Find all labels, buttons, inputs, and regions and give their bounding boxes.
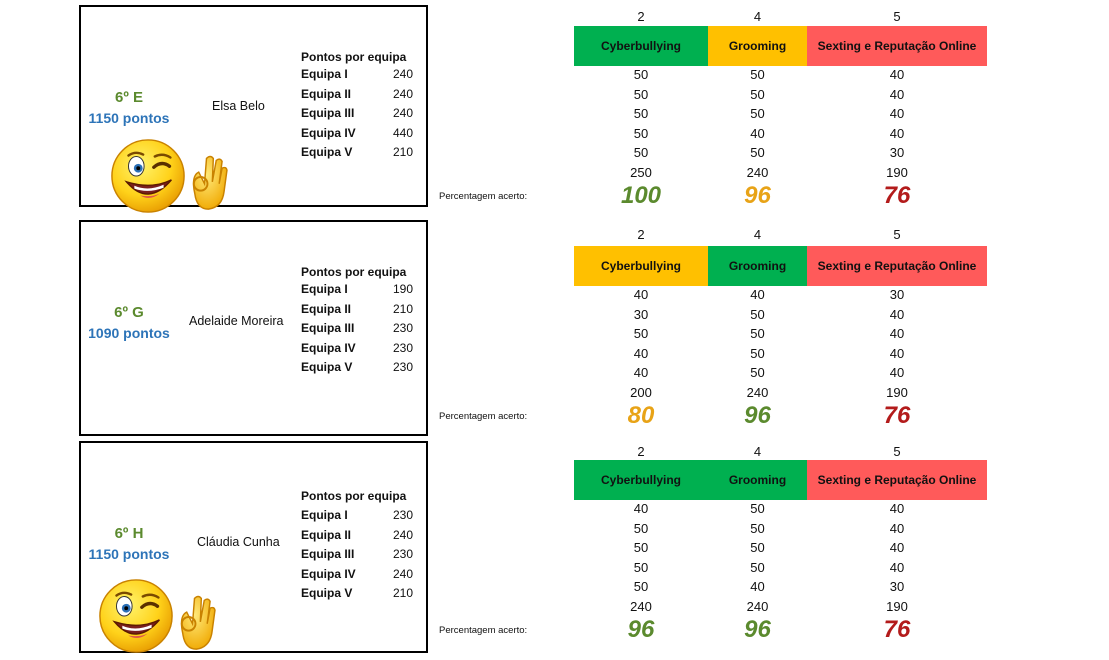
team-row bbox=[301, 567, 421, 585]
team-name: Equipa III bbox=[301, 321, 355, 335]
winking-ok-emoji-icon bbox=[97, 577, 218, 660]
column-number: 4 bbox=[753, 9, 762, 24]
score-cell: 30 bbox=[889, 579, 905, 594]
team-points: 240 bbox=[392, 566, 413, 581]
column-number: 4 bbox=[753, 444, 762, 459]
team-row bbox=[301, 528, 421, 546]
score-cell: 50 bbox=[750, 559, 765, 575]
percentage-value: 76 bbox=[883, 182, 911, 209]
team-name: Equipa I bbox=[301, 282, 348, 296]
team-row bbox=[301, 547, 421, 565]
score-cell: 40 bbox=[889, 520, 905, 536]
score-cell: 40 bbox=[889, 559, 905, 575]
team-row bbox=[301, 282, 421, 300]
column-header-cyberbullying: Cyberbullying bbox=[574, 26, 708, 66]
team-name: Equipa V bbox=[301, 586, 353, 600]
team-name: Equipa IV bbox=[301, 566, 356, 581]
score-cell: 50 bbox=[750, 67, 765, 82]
winking-ok-emoji-icon bbox=[109, 137, 230, 220]
score-cell: 40 bbox=[750, 579, 765, 594]
team-name: Equipa II bbox=[301, 86, 352, 101]
score-cell: 50 bbox=[750, 345, 765, 361]
column-total: 190 bbox=[886, 164, 908, 180]
score-cell: 50 bbox=[633, 106, 649, 121]
score-cell: 50 bbox=[633, 326, 649, 341]
percentage-value: 80 bbox=[627, 402, 655, 429]
team-name: Equipa I bbox=[301, 508, 348, 522]
score-cell: 50 bbox=[750, 501, 765, 516]
column-total: 190 bbox=[886, 384, 908, 400]
team-row bbox=[301, 145, 421, 163]
score-cell: 50 bbox=[633, 145, 649, 160]
team-row bbox=[301, 508, 421, 526]
team-row bbox=[301, 321, 421, 339]
score-cell: 50 bbox=[633, 67, 649, 82]
score-cell: 40 bbox=[633, 287, 649, 302]
score-block bbox=[0, 0, 1109, 218]
score-cell: 40 bbox=[889, 67, 905, 82]
percentage-value: 76 bbox=[883, 616, 911, 643]
percentage-value: 96 bbox=[627, 616, 655, 643]
column-total: 240 bbox=[746, 598, 769, 614]
column-number: 4 bbox=[753, 227, 762, 242]
teacher-name: Adelaide Moreira bbox=[189, 314, 284, 328]
percentage-value: 100 bbox=[620, 182, 662, 209]
teacher-name: Elsa Belo bbox=[212, 99, 265, 113]
score-cell: 50 bbox=[633, 125, 649, 141]
team-row bbox=[301, 302, 421, 320]
score-cell: 50 bbox=[750, 520, 765, 536]
teacher-name: Cláudia Cunha bbox=[197, 535, 280, 549]
column-number: 2 bbox=[637, 9, 645, 24]
class-card bbox=[79, 441, 428, 653]
score-cell: 40 bbox=[889, 106, 905, 121]
team-points: 240 bbox=[392, 527, 413, 542]
percentage-label: Percentagem acerto: bbox=[439, 191, 528, 202]
column-number: 2 bbox=[637, 227, 645, 242]
score-cell: 40 bbox=[750, 287, 765, 302]
column-header-sexting-e-reputa-o-online: Sexting e Reputação Online bbox=[807, 246, 987, 286]
team-points: 230 bbox=[392, 508, 413, 522]
team-points: 210 bbox=[392, 145, 413, 159]
score-cell: 50 bbox=[633, 540, 649, 555]
column-number: 2 bbox=[637, 444, 645, 459]
score-cell: 50 bbox=[750, 365, 765, 380]
team-row bbox=[301, 360, 421, 378]
score-cell: 40 bbox=[889, 365, 905, 380]
column-total: 190 bbox=[886, 598, 908, 614]
team-name: Equipa III bbox=[301, 106, 355, 120]
column-number: 5 bbox=[893, 9, 901, 24]
percentage-value: 96 bbox=[744, 616, 771, 643]
class-points: 1090 pontos bbox=[88, 325, 170, 341]
score-block bbox=[0, 436, 1109, 654]
team-points: 240 bbox=[392, 106, 413, 120]
team-name: Equipa IV bbox=[301, 125, 356, 140]
score-cell: 50 bbox=[750, 326, 765, 341]
score-cell: 50 bbox=[750, 86, 765, 102]
score-cell: 50 bbox=[633, 579, 649, 594]
team-points: 230 bbox=[392, 547, 413, 561]
column-number: 5 bbox=[893, 227, 901, 242]
class-name: 6º G bbox=[114, 304, 144, 321]
score-cell: 30 bbox=[889, 145, 905, 160]
team-row bbox=[301, 67, 421, 85]
score-cell: 40 bbox=[889, 501, 905, 516]
column-header-sexting-e-reputa-o-online: Sexting e Reputação Online bbox=[807, 460, 987, 500]
team-name: Equipa IV bbox=[301, 340, 356, 355]
score-cell: 40 bbox=[889, 125, 905, 141]
team-row bbox=[301, 87, 421, 105]
score-cell: 50 bbox=[750, 306, 765, 322]
percentage-label: Percentagem acerto: bbox=[439, 625, 528, 636]
score-cell: 50 bbox=[750, 540, 765, 555]
column-header-grooming: Grooming bbox=[708, 26, 807, 66]
score-cell: 50 bbox=[633, 520, 649, 536]
class-points: 1150 pontos bbox=[88, 546, 170, 562]
score-cell: 40 bbox=[889, 86, 905, 102]
column-total: 240 bbox=[630, 598, 652, 614]
column-total: 200 bbox=[630, 384, 652, 400]
column-total: 240 bbox=[746, 384, 769, 400]
column-header-cyberbullying: Cyberbullying bbox=[574, 246, 708, 286]
score-cell: 40 bbox=[889, 306, 905, 322]
team-row bbox=[301, 126, 421, 144]
score-cell: 40 bbox=[889, 345, 905, 361]
team-points: 210 bbox=[392, 301, 413, 316]
score-cell: 30 bbox=[633, 306, 649, 322]
team-name: Equipa III bbox=[301, 547, 355, 561]
team-points: 230 bbox=[392, 340, 413, 355]
percentage-value: 76 bbox=[883, 402, 911, 429]
score-cell: 30 bbox=[889, 287, 905, 302]
team-row bbox=[301, 341, 421, 359]
team-points: 240 bbox=[392, 67, 413, 81]
column-header-grooming: Grooming bbox=[708, 460, 807, 500]
team-points: 210 bbox=[392, 586, 413, 600]
percentage-label: Percentagem acerto: bbox=[439, 411, 528, 422]
team-points: 230 bbox=[392, 321, 413, 335]
team-points: 440 bbox=[392, 125, 413, 140]
team-points: 240 bbox=[392, 86, 413, 101]
score-cell: 40 bbox=[633, 345, 649, 361]
column-header-grooming: Grooming bbox=[708, 246, 807, 286]
team-name: Equipa V bbox=[301, 360, 353, 374]
team-points: 230 bbox=[392, 360, 413, 374]
team-row bbox=[301, 586, 421, 604]
score-cell: 40 bbox=[889, 540, 905, 555]
class-points: 1150 pontos bbox=[88, 110, 170, 126]
column-number: 5 bbox=[893, 444, 901, 459]
score-cell: 40 bbox=[750, 125, 765, 141]
column-total: 240 bbox=[746, 164, 769, 180]
score-cell: 40 bbox=[889, 326, 905, 341]
percentage-value: 96 bbox=[744, 402, 771, 429]
column-total: 250 bbox=[630, 164, 652, 180]
teams-title: Pontos por equipa bbox=[301, 489, 407, 503]
score-cell: 50 bbox=[633, 559, 649, 575]
team-name: Equipa V bbox=[301, 145, 353, 159]
teams-title: Pontos por equipa bbox=[301, 265, 407, 279]
team-row bbox=[301, 106, 421, 124]
score-cell: 50 bbox=[750, 106, 765, 121]
column-header-sexting-e-reputa-o-online: Sexting e Reputação Online bbox=[807, 26, 987, 66]
score-cell: 40 bbox=[633, 501, 649, 516]
score-cell: 50 bbox=[633, 86, 649, 102]
score-cell: 50 bbox=[750, 145, 765, 160]
class-card bbox=[79, 5, 428, 207]
percentage-value: 96 bbox=[744, 182, 771, 209]
class-name: 6º E bbox=[115, 89, 143, 106]
score-cell: 40 bbox=[633, 365, 649, 380]
class-name: 6º H bbox=[114, 525, 144, 542]
score-block bbox=[0, 218, 1109, 436]
team-name: Equipa I bbox=[301, 67, 348, 81]
team-name: Equipa II bbox=[301, 301, 352, 316]
column-header-cyberbullying: Cyberbullying bbox=[574, 460, 708, 500]
team-points: 190 bbox=[392, 282, 413, 296]
class-card bbox=[79, 220, 428, 436]
teams-title: Pontos por equipa bbox=[301, 50, 407, 64]
team-name: Equipa II bbox=[301, 527, 352, 542]
